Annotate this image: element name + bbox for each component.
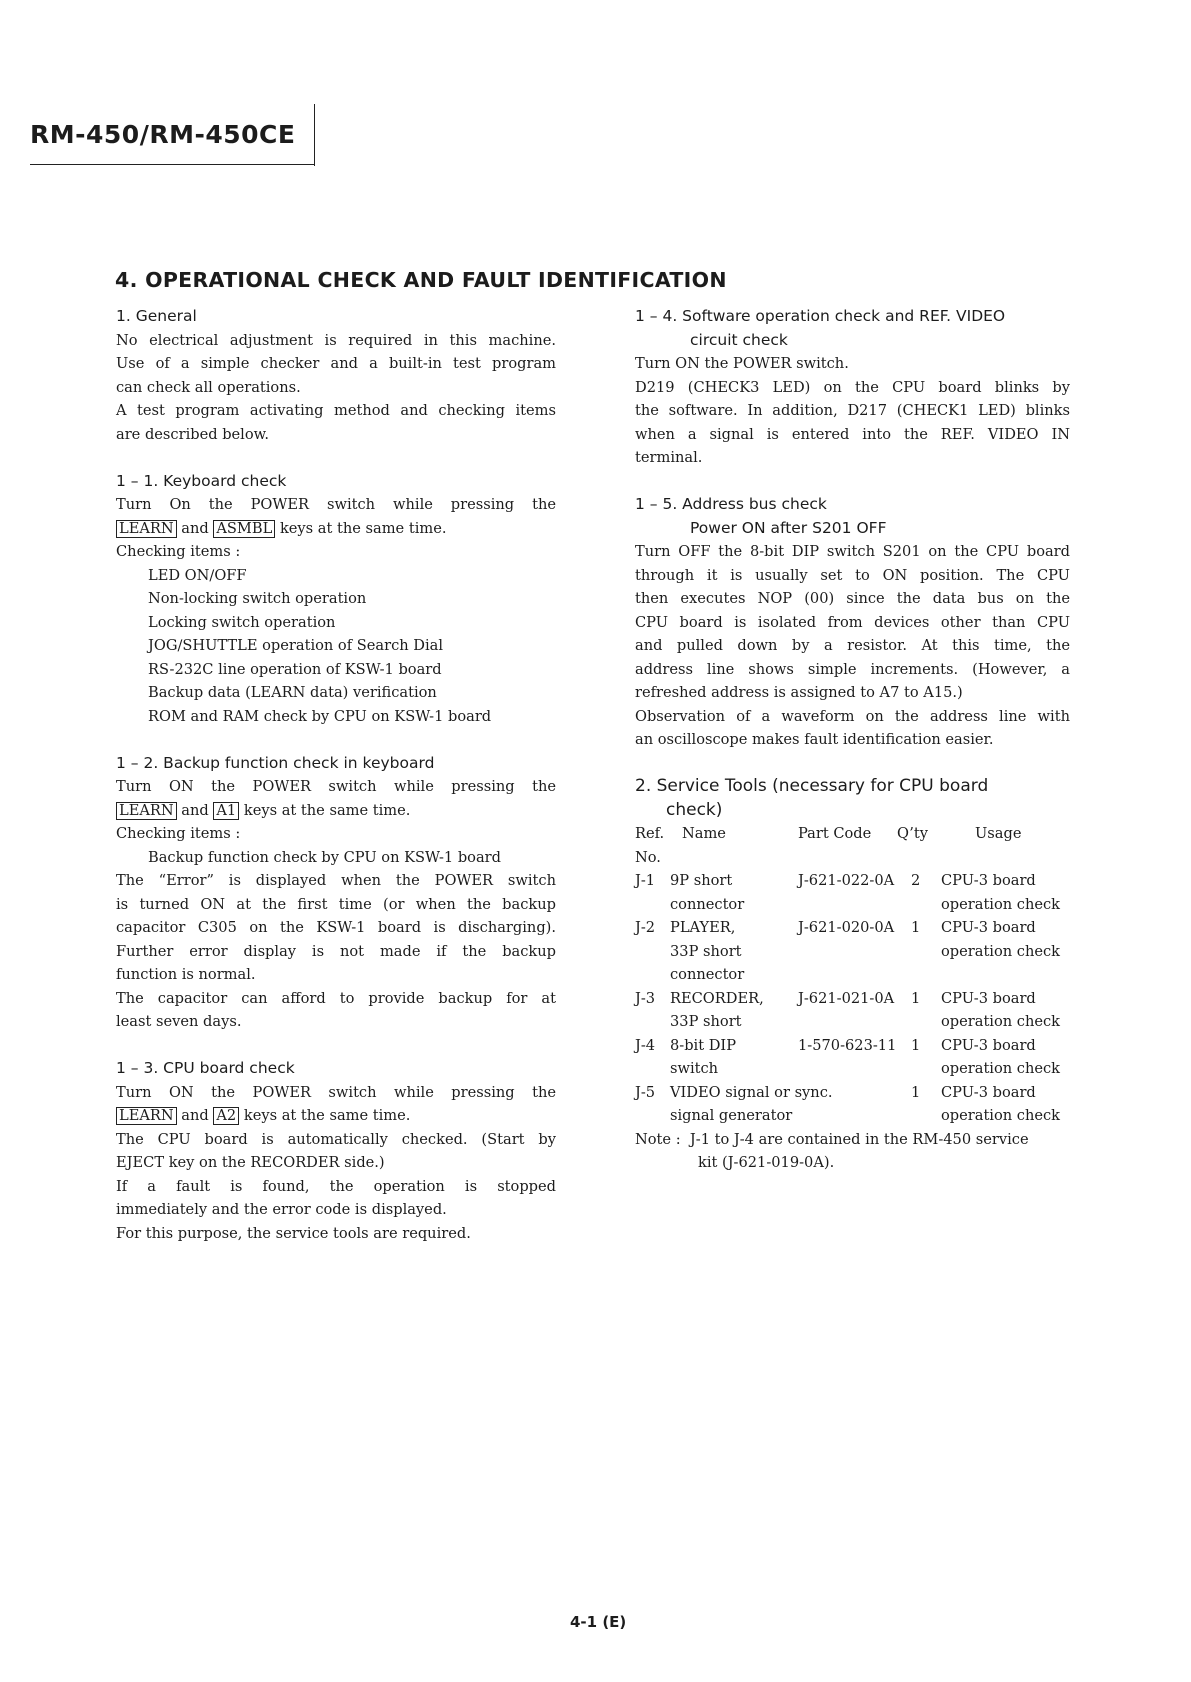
text-line: through it is usually set to ON position. The CPU: [635, 566, 1070, 584]
right-column: [635, 305, 1070, 1175]
text-line: A test program activating method and checking items: [116, 402, 556, 419]
table-row-cont: connector: [670, 966, 745, 983]
text-line: Further error display is not made if the backup: [116, 942, 556, 960]
text-line: then executes NOP (00) since the data bus on the: [635, 590, 1070, 607]
text-line: capacitor C305 on the KSW-1 board is discharging).: [116, 919, 556, 936]
list-item: Backup data (LEARN data) verification: [148, 684, 437, 701]
text-line: EJECT key on the RECORDER side.): [116, 1154, 385, 1171]
text-line: For this purpose, the service tools are required.: [116, 1224, 471, 1242]
table-header: [635, 822, 1070, 846]
text-line: Turn On the POWER switch while pressing the: [116, 496, 556, 513]
text-line: immediately and the error code is displayed.: [116, 1201, 447, 1218]
list-item: LED ON∕OFF: [148, 566, 247, 584]
left-column: [116, 305, 556, 1245]
text-line: an oscilloscope makes fault identification easier.: [635, 731, 994, 748]
section-heading: 1 – 4. Software operation check and REF. VIDEO: [635, 307, 1006, 325]
text-line: The “Error” is displayed when the POWER switch: [116, 872, 556, 889]
list-item: Locking switch operation: [148, 613, 336, 631]
key-label: LEARN: [116, 1107, 177, 1125]
col-name: Name: [682, 825, 726, 842]
text-line: refreshed address is assigned to A7 to A15.): [635, 684, 963, 701]
text-line: The CPU board is automatically checked. (Start by: [116, 1130, 556, 1148]
section-heading-cont: circuit check: [690, 330, 788, 349]
text-line: If a fault is found, the operation is stopped: [116, 1177, 556, 1195]
section-heading: 1 – 3. CPU board check: [116, 1059, 295, 1077]
text-line: LEARN and A1 keys at the same time.: [116, 799, 556, 823]
list-item: Non-locking switch operation: [148, 590, 367, 607]
text-line: Turn ON the POWER switch while pressing the: [116, 778, 556, 795]
table-row-cont: switch operation check: [670, 1060, 1061, 1077]
table-row-cont: 33P short operation check: [670, 1013, 1061, 1030]
text-line: The capacitor can afford to provide backup for at: [116, 989, 556, 1007]
section-heading: 1 – 1. Keyboard check: [116, 471, 287, 490]
key-label: ASMBL: [213, 520, 275, 538]
model-title: RM-450/RM-450CE: [30, 120, 296, 149]
text-line: is turned ON at the first time (or when the backup: [116, 895, 556, 913]
text-line: least seven days.: [116, 1013, 242, 1030]
section-heading: 2. Service Tools (necessary for CPU board: [635, 776, 989, 796]
text-line: address line shows simple increments. (However, a: [635, 660, 1070, 678]
page-title: 4. OPERATIONAL CHECK AND FAULT IDENTIFICATION: [115, 268, 727, 292]
text-line: Use of a simple checker and a built-in test program: [116, 355, 556, 372]
col-qty: Q’ty: [897, 825, 928, 842]
text-line: D219 (CHECK3 LED) on the CPU board blinks by: [635, 378, 1070, 396]
table-row: J-3 RECORDER, J-621-021-0A 1 CPU-3 board: [635, 989, 1036, 1007]
table-row: J-2 PLAYER, J-621-020-0A 1 CPU-3 board: [635, 919, 1036, 936]
list-item: RS-232C line operation of KSW-1 board: [148, 660, 442, 678]
text-line: LEARN and A2 keys at the same time.: [116, 1104, 556, 1128]
text-line: and pulled down by a resistor. At this time, the: [635, 637, 1070, 654]
col-usage: Usage: [975, 825, 1022, 842]
list-item: JOG∕SHUTTLE operation of Search Dial: [148, 637, 444, 654]
key-label: LEARN: [116, 802, 177, 820]
key-label: A2: [213, 1107, 239, 1125]
text-line: Checking items :: [116, 543, 241, 560]
text-line: when a signal is entered into the REF. VIDEO IN: [635, 425, 1070, 443]
list-item: Backup function check by CPU on KSW-1 board: [148, 848, 501, 866]
section-heading: 1 – 2. Backup function check in keyboard: [116, 753, 435, 772]
text-line: are described below.: [116, 425, 270, 443]
col-ref-no: No.: [635, 848, 661, 866]
table-row: J-5 VIDEO signal or sync. 1 CPU-3 board: [635, 1083, 1036, 1101]
text-line: Turn ON the POWER switch while pressing the: [116, 1083, 556, 1101]
text-line: Turn ON the POWER switch.: [635, 355, 849, 372]
list-item: ROM and RAM check by CPU on KSW-1 board: [148, 707, 492, 725]
section-heading-cont: check): [666, 799, 723, 820]
col-part-code: Part Code: [798, 825, 872, 842]
text-line: Observation of a waveform on the address line with: [635, 707, 1070, 725]
section-heading: 1. General: [116, 307, 197, 325]
table-note-cont: kit (J-621-019-0A).: [698, 1154, 835, 1171]
table-row: J-1 9P short J-621-022-0A 2 CPU-3 board: [635, 872, 1036, 889]
col-ref: Ref.: [635, 825, 665, 842]
key-label: LEARN: [116, 520, 177, 538]
key-label: A1: [213, 802, 239, 820]
table-header-cont: [635, 846, 1070, 870]
text-line: can check all operations.: [116, 378, 301, 396]
page-number: 4-1 (E): [570, 1613, 627, 1631]
section-heading: 1 – 5. Address bus check: [635, 495, 827, 513]
text-line: No electrical adjustment is required in this machine.: [116, 331, 556, 349]
text-line: CPU board is isolated from devices other than CPU: [635, 613, 1070, 631]
text-line: the software. In addition, D217 (CHECK1 LED) blinks: [635, 402, 1070, 419]
table-row-cont: connector operation check: [670, 895, 1061, 913]
text-line: function is normal.: [116, 966, 256, 983]
table-row-cont: 33P short operation check: [670, 942, 1061, 960]
text-line: Checking items :: [116, 825, 241, 842]
text-line: Turn OFF the 8-bit DIP switch S201 on the CPU board: [635, 543, 1070, 560]
header-underline: [30, 164, 315, 165]
table-note: Note : J-1 to J-4 are contained in the RM-450 service: [635, 1130, 1029, 1148]
header-divider: [314, 104, 315, 166]
table-row: J-4 8-bit DIP 1-570-623-11 1 CPU-3 board: [635, 1036, 1036, 1054]
text-line: LEARN and ASMBL keys at the same time.: [116, 517, 556, 541]
tools-table: [635, 822, 1070, 1128]
table-row-cont: signal generator operation check: [670, 1107, 1061, 1124]
section-heading-cont: Power ON after S201 OFF: [690, 518, 887, 537]
text-line: terminal.: [635, 449, 703, 466]
